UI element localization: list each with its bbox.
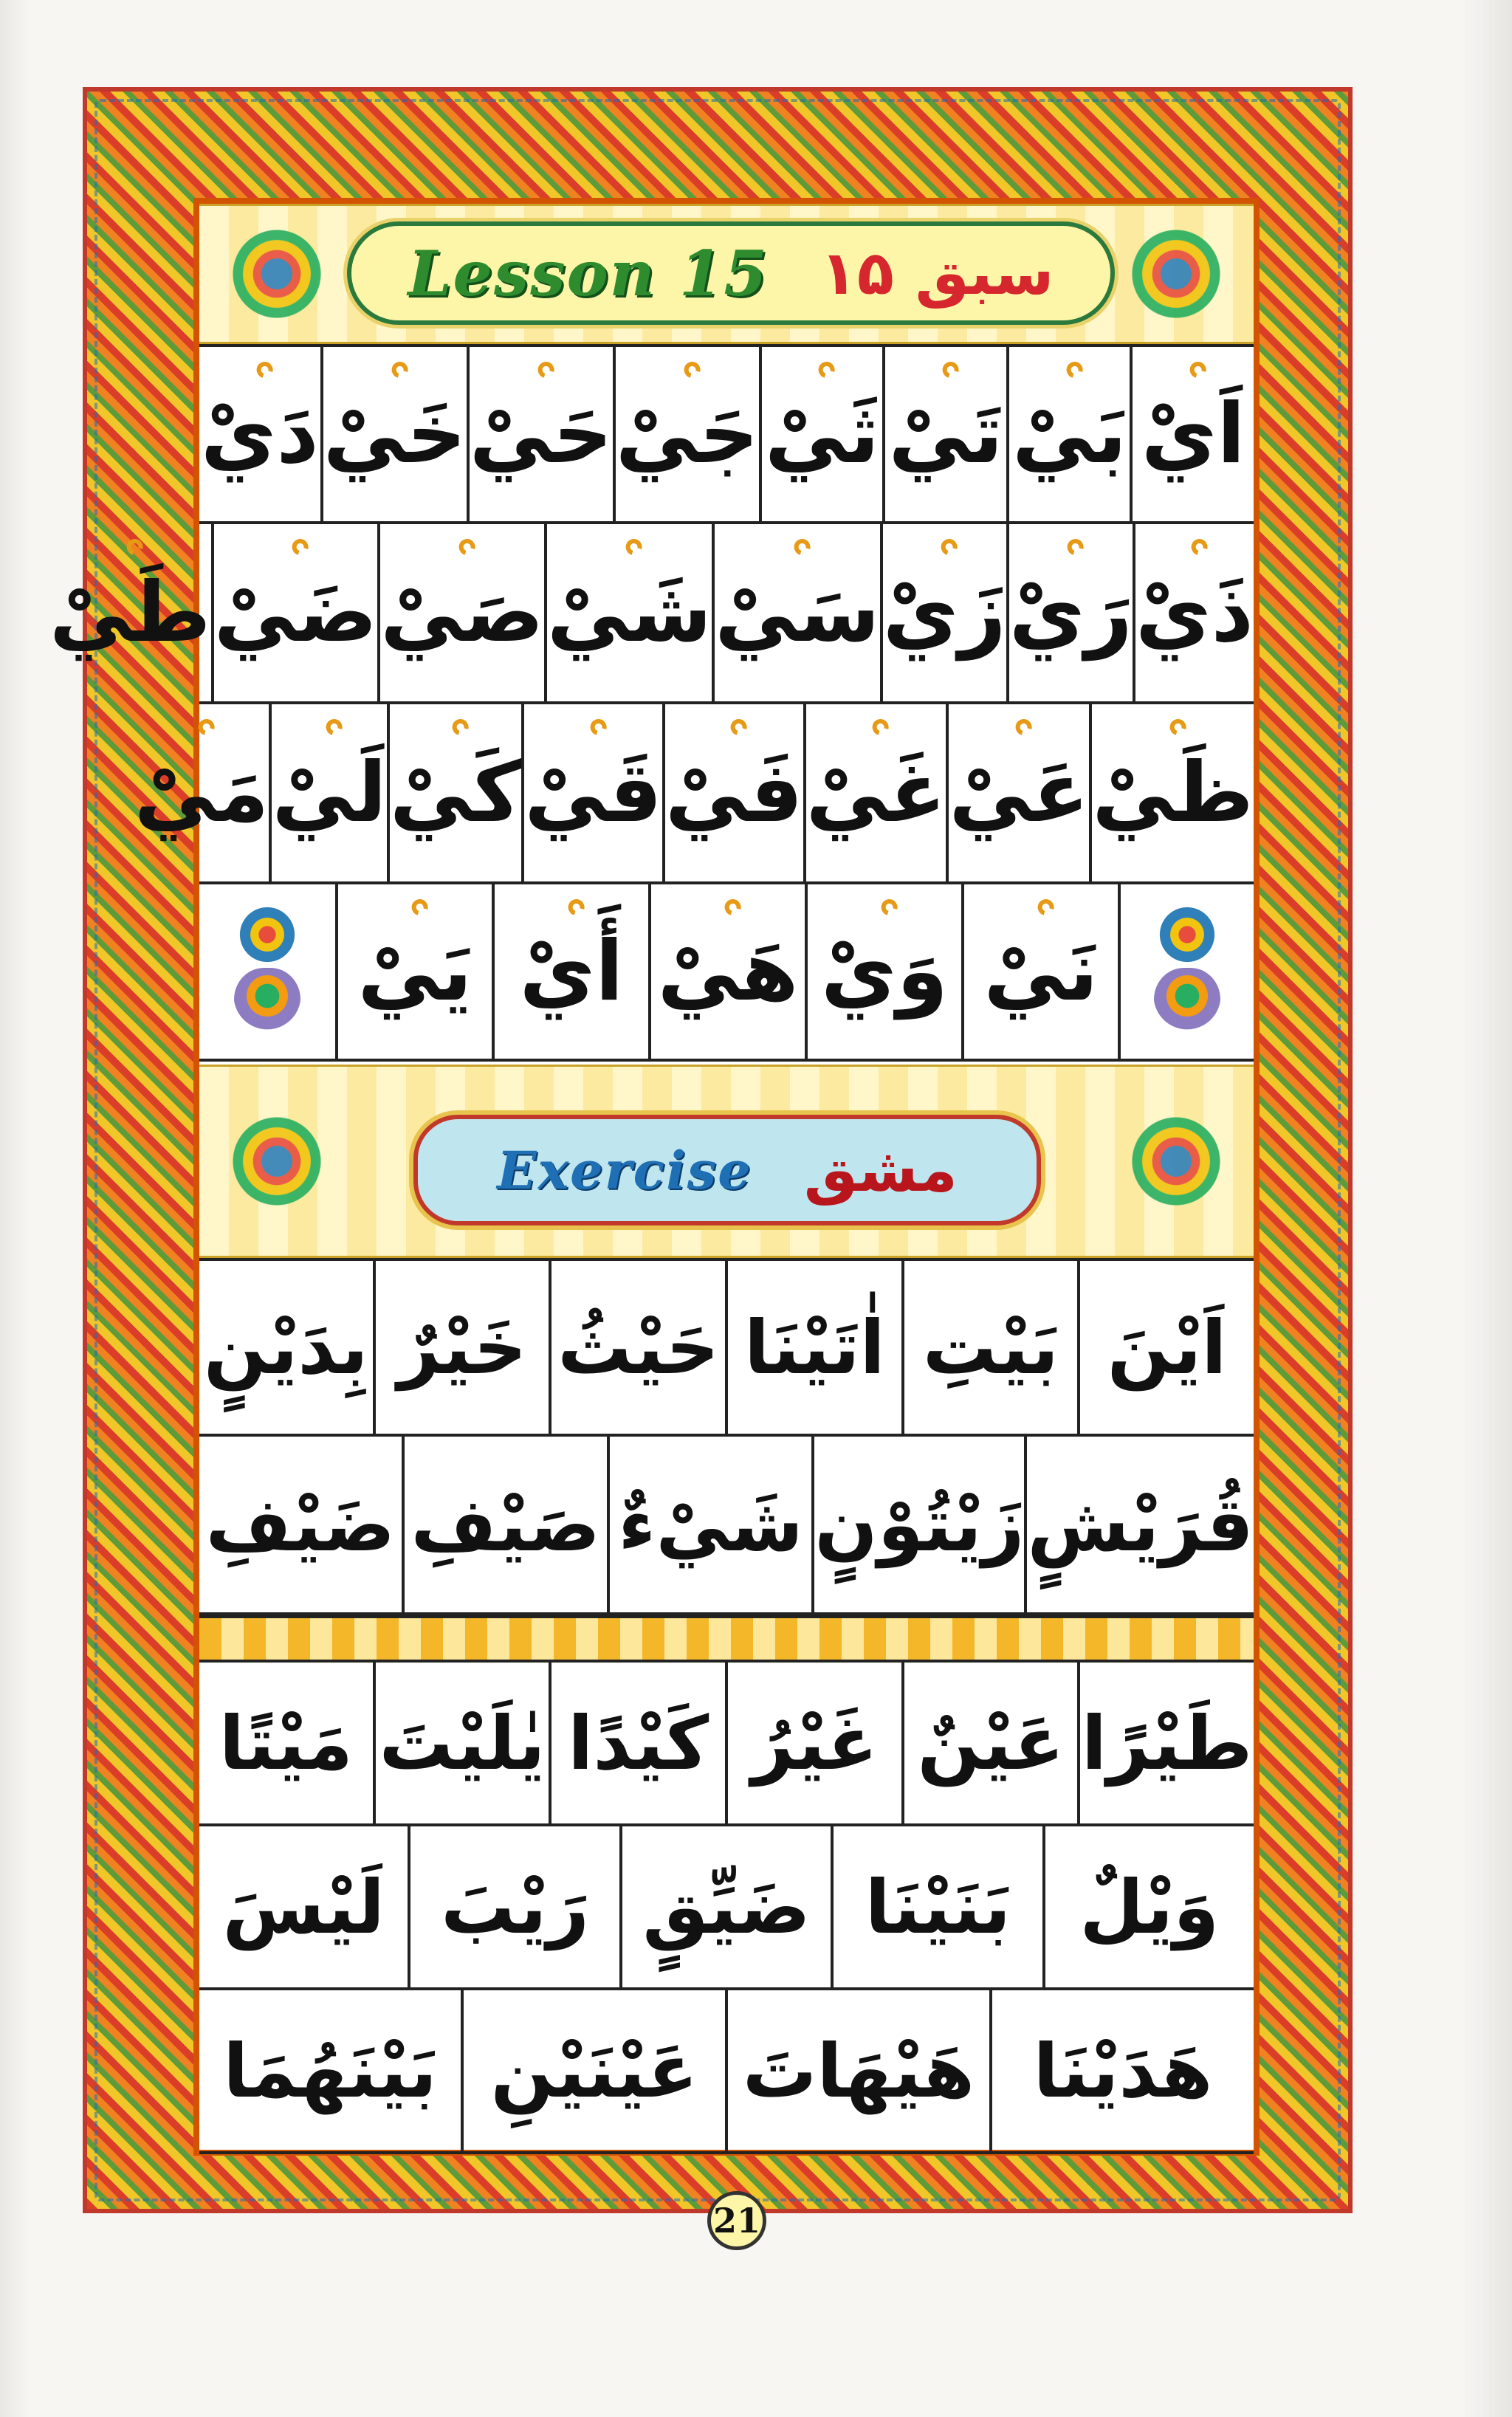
letter-cell: اَيْ (1130, 347, 1254, 521)
letter-cell: ضَيْ (211, 524, 378, 701)
lesson-letter-grid (49, 344, 1254, 1062)
word-cell: هَيْهَاتَ (725, 1990, 989, 2151)
word-row (199, 1663, 1254, 1826)
word-cell: حَيْثُ (549, 1261, 725, 1434)
word-cell: قُرَيْشٍ (1024, 1437, 1254, 1612)
word-row (199, 1826, 1254, 1990)
letter-cell: أَيْ (492, 884, 648, 1059)
floral-ornament-icon (1113, 1106, 1239, 1217)
word-cell: غَيْرُ (725, 1663, 901, 1823)
letter-cell: رَيْ (1006, 524, 1133, 701)
word-cell: بَيْنَهُمَا (223, 2027, 437, 2114)
word-cell: طَيْرًا (1077, 1663, 1254, 1823)
letter-cell: عَيْ (946, 704, 1089, 881)
letter-cell: كَيْ (387, 704, 521, 881)
letter-cell: ذَيْ (1133, 524, 1254, 701)
letter-cell: غَيْ (803, 704, 946, 881)
word-cell: صَيْفِ (402, 1437, 607, 1612)
letter-cell: يَيْ (335, 884, 492, 1059)
exercise-word-grid-bottom (199, 1663, 1254, 2154)
floral-ornament-icon (1113, 219, 1239, 329)
word-cell: خَيْرٌ (373, 1261, 549, 1434)
letter-row (134, 704, 1254, 884)
letter-cell: نَيْ (961, 884, 1118, 1059)
letter-cell: خَيْ (320, 347, 467, 521)
exercise-title-en: Exercise (497, 1139, 752, 1201)
word-row (199, 1258, 1254, 1437)
letter-row (199, 344, 1254, 524)
lesson-title-ur: سبق ۱۵ (819, 238, 1054, 309)
word-row (199, 1990, 1254, 2154)
letter-cell: جَيْ (613, 347, 759, 521)
word-cell: اٰتَيْنَا (725, 1261, 901, 1434)
lesson-title-en: Lesson 15 (408, 236, 769, 310)
word-cell: مَيْتًا (219, 1699, 353, 1787)
letter-cell: صَيْ (377, 524, 544, 701)
letter-cell: طَيْ (49, 524, 211, 701)
letter-row (199, 884, 1254, 1062)
word-cell: يٰلَيْتَ (373, 1663, 549, 1823)
word-cell: هَدَيْنَا (989, 1990, 1254, 2151)
word-cell: عَيْنٌ (901, 1663, 1078, 1823)
letter-cell: وَيْ (805, 884, 961, 1059)
letter-row (49, 524, 1254, 704)
exercise-title-plaque (413, 1115, 1041, 1225)
ornamental-divider (199, 1615, 1254, 1663)
letter-cell: شَيْ (544, 524, 712, 701)
letter-cell: ظَيْ (1089, 704, 1254, 881)
exercise-title-ur: مشق (803, 1135, 958, 1206)
letter-cell: مَيْ (134, 704, 269, 881)
word-cell: ضَيْفِ (205, 1481, 396, 1568)
letter-cell: لَيْ (269, 704, 386, 881)
word-cell: ضَيِّقٍ (619, 1826, 831, 1987)
word-row (199, 1437, 1254, 1615)
letter-cell: تَيْ (882, 347, 1006, 521)
word-cell: كَيْدًا (549, 1663, 725, 1823)
letter-cell: سَيْ (712, 524, 879, 701)
letter-cell: زَيْ (880, 524, 1006, 701)
letter-cell: ثَيْ (759, 347, 883, 521)
letter-cell: حَيْ (467, 347, 613, 521)
word-cell: شَيْءٌ (607, 1437, 812, 1612)
letter-cell: دَيْ (199, 347, 320, 521)
letter-cell: بَيْ (1006, 347, 1130, 521)
word-cell: عَيْنَيْنِ (461, 1990, 725, 2151)
word-cell: وَيْلٌ (1042, 1826, 1254, 1987)
word-cell: بَنَيْنَا (831, 1826, 1042, 1987)
word-cell: زَيْتُوْنٍ (811, 1437, 1024, 1612)
letter-cell: فَيْ (662, 704, 803, 881)
page-number: 21 (707, 2191, 766, 2250)
floral-ornament-icon (214, 1106, 340, 1217)
word-cell: رَيْبَ (408, 1826, 619, 1987)
flower-decoration-icon (199, 884, 335, 1059)
flower-decoration-icon (1118, 884, 1254, 1059)
lesson-title-plaque (347, 221, 1115, 325)
word-cell: بِدَيْنٍ (203, 1304, 368, 1391)
word-cell: بَيْتِ (901, 1261, 1078, 1434)
letter-cell: هَيْ (648, 884, 805, 1059)
word-cell: اَيْنَ (1077, 1261, 1254, 1434)
word-cell: لَيْسَ (222, 1863, 385, 1950)
exercise-word-grid-top (199, 1258, 1254, 1615)
floral-ornament-icon (214, 219, 340, 329)
letter-cell: قَيْ (521, 704, 662, 881)
